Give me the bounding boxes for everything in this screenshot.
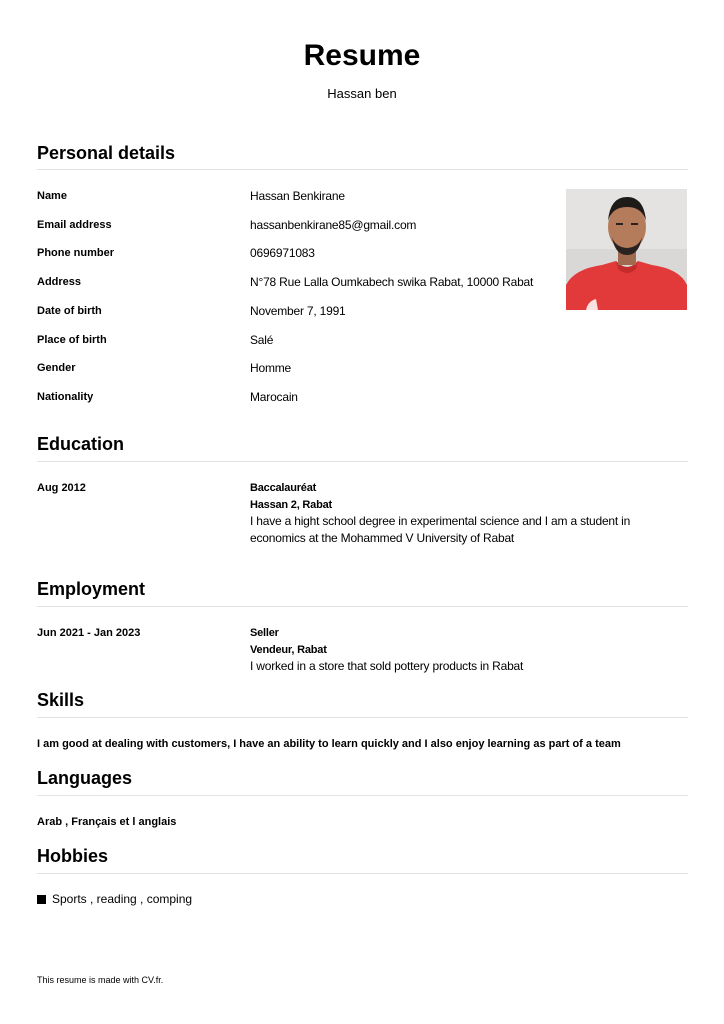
name-label: Name (37, 190, 67, 202)
address-label: Address (37, 276, 82, 288)
gender-value: Homme (250, 361, 292, 375)
employment-place: Vendeur, Rabat (250, 644, 327, 656)
employment-heading: Employment (37, 579, 146, 599)
section-divider (37, 717, 688, 718)
gender-label: Gender (37, 362, 76, 374)
phone-value: 0696971083 (250, 246, 315, 260)
profile-photo (566, 189, 687, 310)
section-divider (37, 461, 688, 462)
nationality-value: Marocain (250, 390, 298, 404)
portrait-illustration (566, 189, 687, 310)
employment-title: Seller (250, 627, 279, 639)
footer-note: This resume is made with CV.fr. (37, 975, 164, 985)
resume-title: Resume (303, 39, 421, 72)
birth-place-value: Salé (250, 333, 274, 347)
education-date: Aug 2012 (37, 482, 86, 494)
education-title: Baccalauréat (250, 482, 317, 494)
name-value: Hassan Benkirane (250, 189, 345, 203)
nationality-label: Nationality (37, 391, 94, 403)
employment-description: I worked in a store that sold pottery products in Rabat (250, 659, 524, 673)
birth-date-label: Date of birth (37, 305, 102, 317)
birth-date-value: November 7, 1991 (250, 304, 346, 318)
personal-details-heading: Personal details (37, 143, 176, 163)
languages-text: Arab , Français et l anglais (37, 816, 177, 828)
skills-heading: Skills (37, 690, 85, 710)
section-divider (37, 795, 688, 796)
education-heading: Education (37, 434, 125, 454)
education-place: Hassan 2, Rabat (250, 499, 332, 511)
skills-text: I am good at dealing with customers, I have an ability to learn quickly and I also enjoy learning as part of a team (37, 738, 621, 750)
phone-label: Phone number (37, 247, 115, 259)
email-label: Email address (37, 219, 112, 231)
section-divider (37, 873, 688, 874)
employment-date: Jun 2021 - Jan 2023 (37, 627, 141, 639)
hobby-item: Sports , reading , comping (52, 892, 193, 906)
education-description: I have a hight school degree in experimental science and I am a student in economics at the Mohammed V University of Rabat (250, 514, 631, 545)
hobbies-heading: Hobbies (37, 846, 109, 866)
section-divider (37, 606, 688, 607)
resume-subtitle: Hassan ben (327, 86, 397, 101)
birth-place-label: Place of birth (37, 334, 107, 346)
languages-heading: Languages (37, 768, 133, 788)
bullet-square-icon (37, 895, 46, 904)
email-value: hassanbenkirane85@gmail.com (250, 218, 417, 232)
address-value: N°78 Rue Lalla Oumkabech swika Rabat, 10000 Rabat (250, 275, 534, 289)
section-divider (37, 169, 688, 170)
